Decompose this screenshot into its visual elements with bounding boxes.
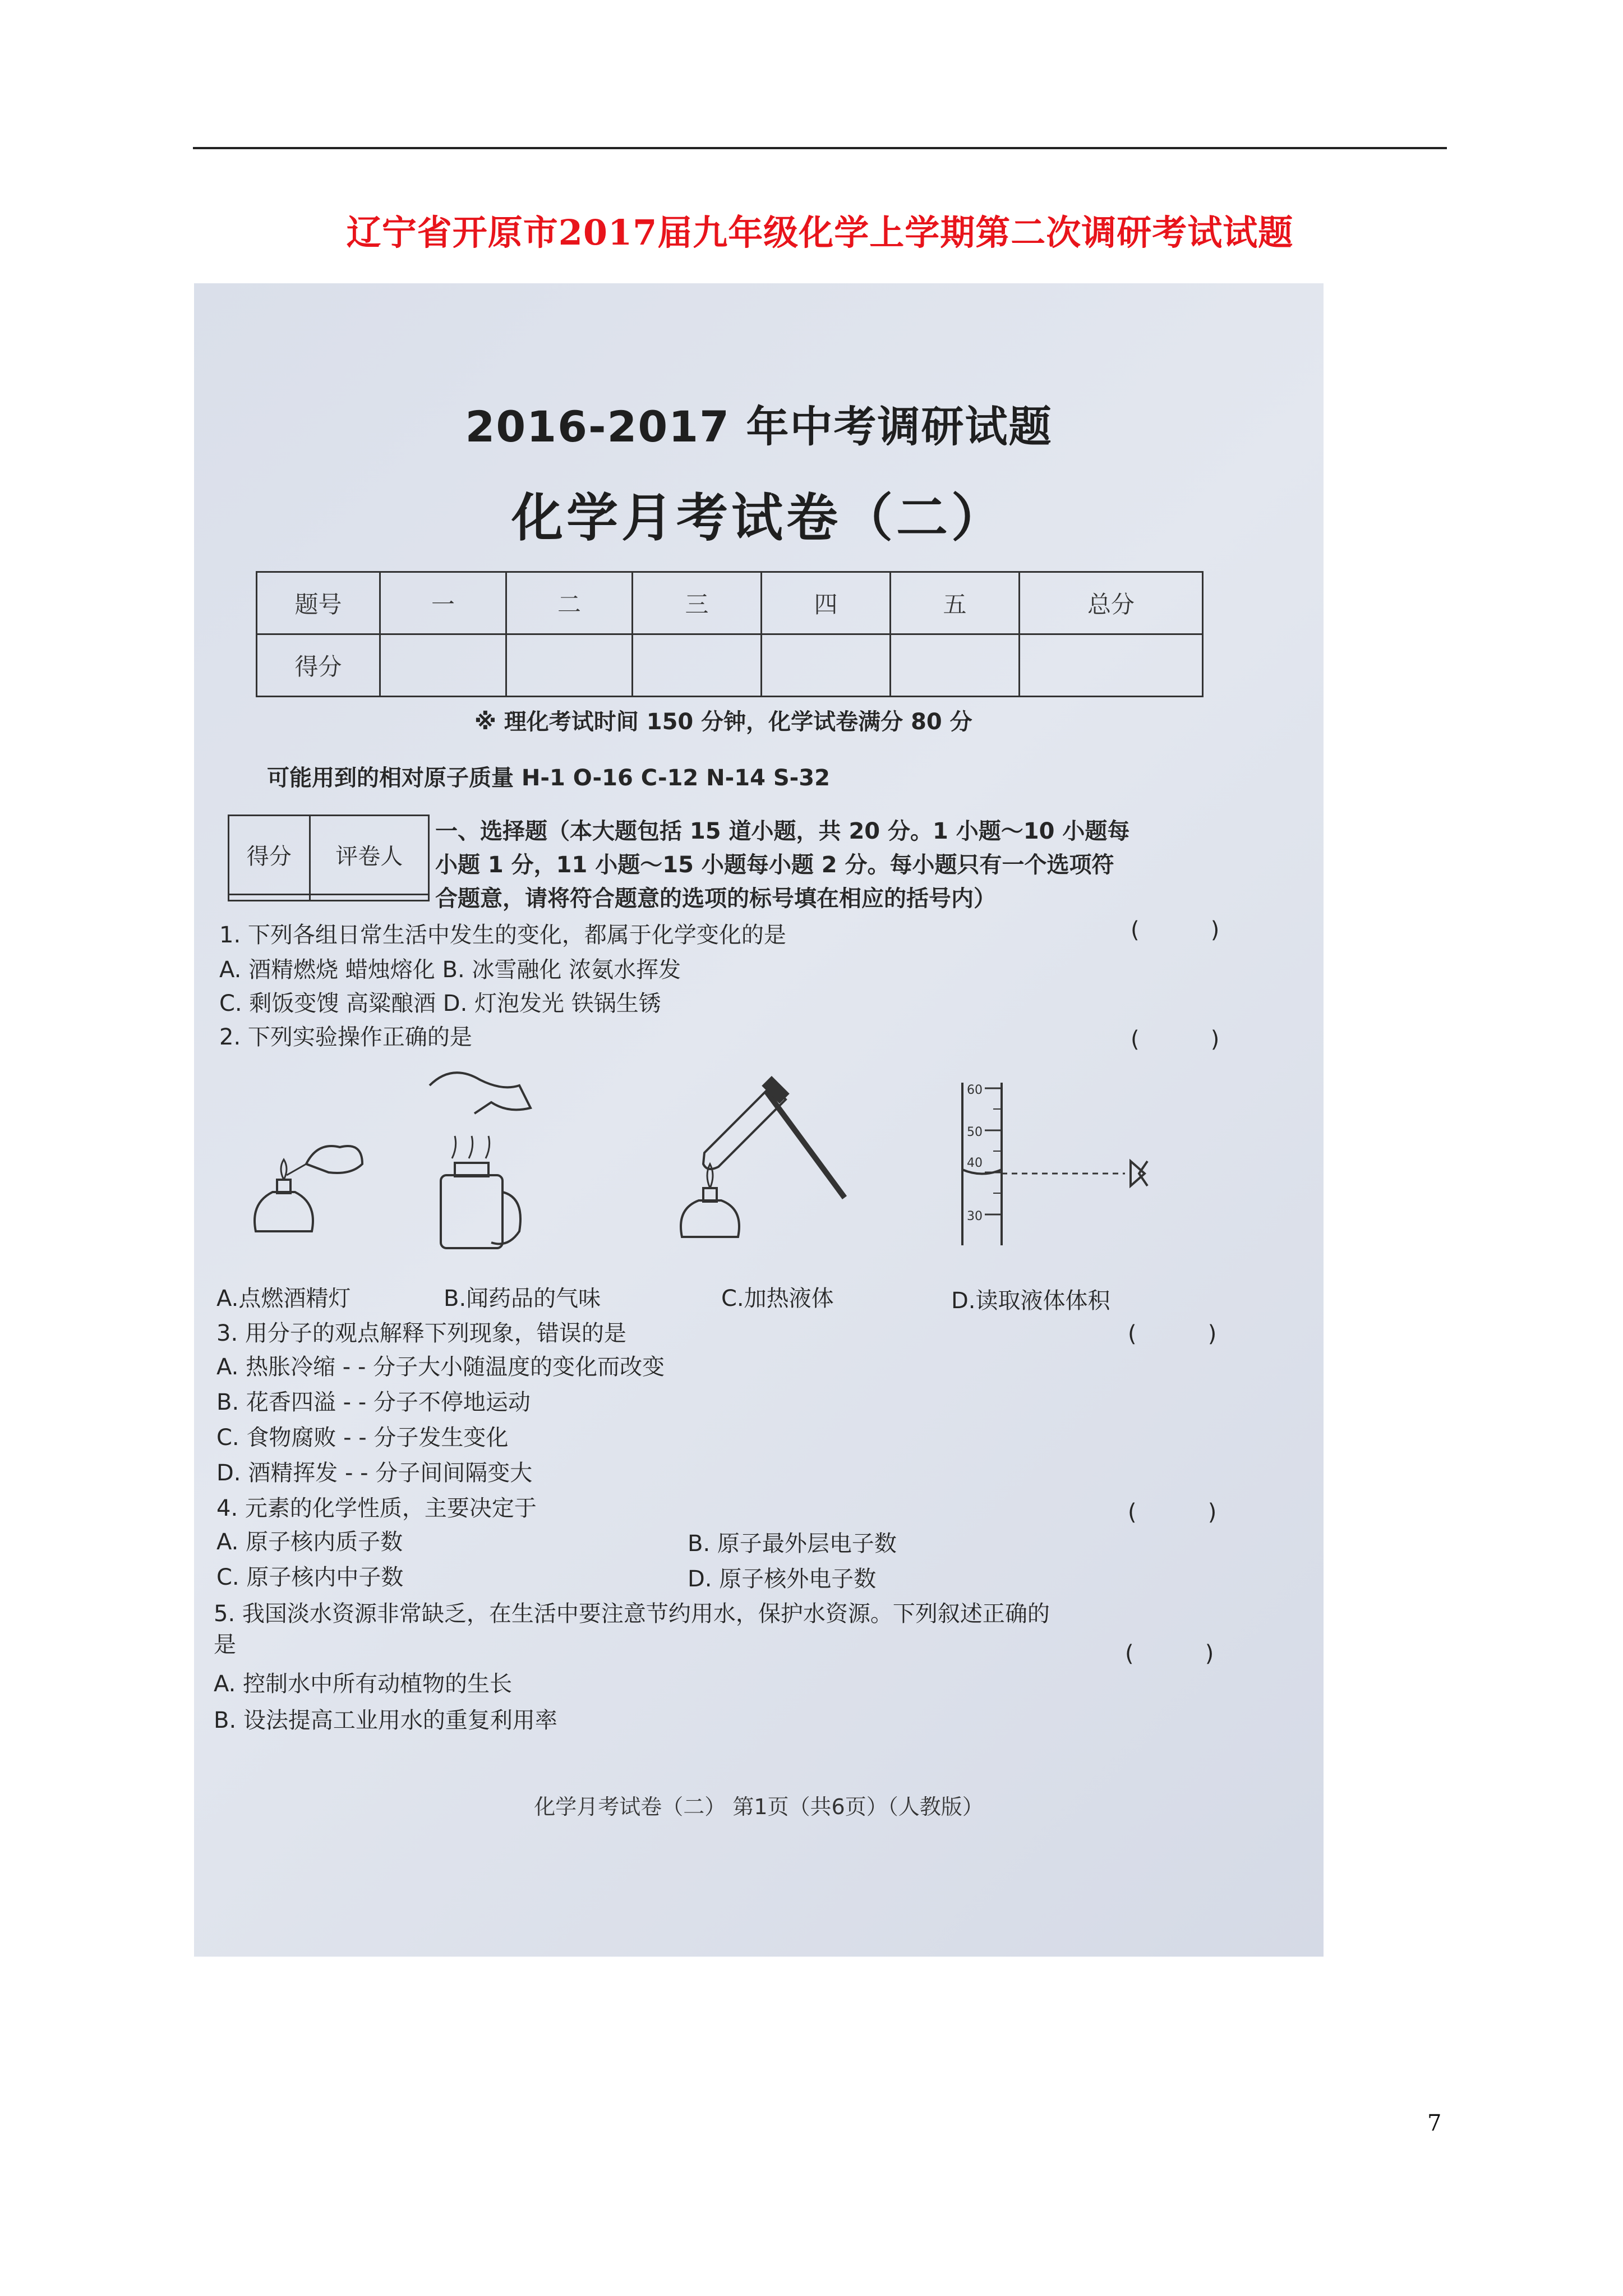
score-header-cell: 五 [891, 572, 1020, 634]
section1-instructions: 合题意，请将符合题意的选项的标号填在相应的括号内） [435, 886, 996, 912]
tick-label: 30 [967, 1209, 983, 1223]
grader-score-cell [229, 894, 310, 900]
exam-heading: 2016-2017 年中考调研试题 [465, 402, 1053, 452]
question-3-option: C. 食物腐败 - - 分子发生变化 [216, 1425, 509, 1451]
score-cell [891, 634, 1020, 697]
answer-paren: ( ) [1128, 1499, 1217, 1525]
question-3-option: D. 酒精挥发 - - 分子间间隔变大 [216, 1460, 533, 1486]
question-4-stem: 4. 元素的化学性质，主要决定于 [216, 1496, 537, 1521]
tick-label: 60 [967, 1083, 983, 1097]
score-table [256, 571, 1204, 697]
question-2-stem: 2. 下列实验操作正确的是 [219, 1024, 472, 1050]
score-header-cell: 四 [762, 572, 891, 634]
top-rule [193, 147, 1447, 149]
question-3-option: A. 热胀冷缩 - - 分子大小随温度的变化而改变 [216, 1354, 665, 1380]
grader-name-cell [310, 894, 429, 900]
tick-label: 50 [967, 1125, 983, 1139]
score-cell [762, 634, 891, 697]
exam-paper [194, 283, 1324, 1957]
question-1-stem: 1. 下列各组日常生活中发生的变化，都属于化学变化的是 [219, 922, 786, 948]
section1-instructions: 小题 1 分，11 小题～15 小题每小题 2 分。每小题只有一个选项符 [435, 852, 1114, 878]
question-4-option: A. 原子核内质子数 [216, 1529, 403, 1555]
question-3-option: B. 花香四溢 - - 分子不停地运动 [216, 1389, 531, 1415]
question-5-option: B. 设法提高工业用水的重复利用率 [214, 1708, 557, 1733]
score-cell [1020, 634, 1203, 697]
score-table-score-row [257, 634, 1203, 697]
question-1-option: A. 酒精燃烧 蜡烛熔化 B. 冰雪融化 浓氨水挥发 [219, 957, 681, 983]
figure-d-graduated-cylinder [951, 1077, 1164, 1257]
figure-caption: C.加热液体 [721, 1286, 834, 1312]
answer-paren: ( ) [1131, 1027, 1220, 1052]
exam-page-footer: 化学月考试卷（二） 第1页（共6页）（人教版） [534, 1795, 984, 1819]
figure-a-alcohol-lamp [233, 1119, 379, 1243]
figure-caption: A.点燃酒精灯 [216, 1286, 351, 1312]
score-row-label: 得分 [257, 634, 380, 697]
tick-label: 40 [967, 1156, 983, 1170]
grader-name-label: 评卷人 [310, 816, 429, 895]
grader-table [228, 815, 430, 901]
atomic-masses: 可能用到的相对原子质量 H-1 O-16 C-12 N-14 S-32 [267, 765, 830, 791]
scanned-exam-photo [194, 283, 1324, 1957]
grader-score-label: 得分 [229, 816, 310, 895]
question-1-option: C. 剩饭变馊 高粱酿酒 D. 灯泡发光 铁锅生锈 [219, 991, 661, 1016]
score-header-cell: 二 [506, 572, 633, 634]
score-table-header-row [257, 572, 1203, 634]
score-cell [380, 634, 506, 697]
question-4-option: D. 原子核外电子数 [688, 1566, 877, 1592]
page-number: 7 [1427, 2110, 1442, 2136]
answer-paren: ( ) [1125, 1641, 1214, 1667]
question-4-option: C. 原子核内中子数 [216, 1565, 404, 1590]
question-5-stem: 5. 我国淡水资源非常缺乏，在生活中要注意节约用水，保护水资源。下列叙述正确的 [214, 1601, 1050, 1627]
score-cell [633, 634, 762, 697]
figure-caption: D.读取液体体积 [951, 1288, 1110, 1314]
question-4-option: B. 原子最外层电子数 [688, 1531, 897, 1557]
score-header-cell: 一 [380, 572, 506, 634]
figure-c-heating-liquid [660, 1069, 873, 1259]
answer-paren: ( ) [1128, 1321, 1217, 1347]
exam-time-note: ※ 理化考试时间 150 分钟，化学试卷满分 80 分 [474, 709, 972, 735]
score-header-cell: 题号 [257, 572, 380, 634]
question-5-option: A. 控制水中所有动植物的生长 [214, 1671, 513, 1697]
score-cell [506, 634, 633, 697]
question-3-stem: 3. 用分子的观点解释下列现象，错误的是 [216, 1320, 626, 1346]
score-header-cell: 总分 [1020, 572, 1203, 634]
question-5-stem-cont: 是 [214, 1632, 236, 1658]
document-title: 辽宁省开原市2017届九年级化学上学期第二次调研考试试题 [346, 212, 1294, 253]
score-header-cell: 三 [633, 572, 762, 634]
figure-caption: B.闻药品的气味 [444, 1286, 601, 1312]
section1-instructions: 一、选择题（本大题包括 15 道小题，共 20 分。1 小题～10 小题每 [435, 818, 1130, 844]
exam-subheading: 化学月考试卷（二） [511, 488, 1006, 548]
answer-paren: ( ) [1131, 917, 1220, 943]
